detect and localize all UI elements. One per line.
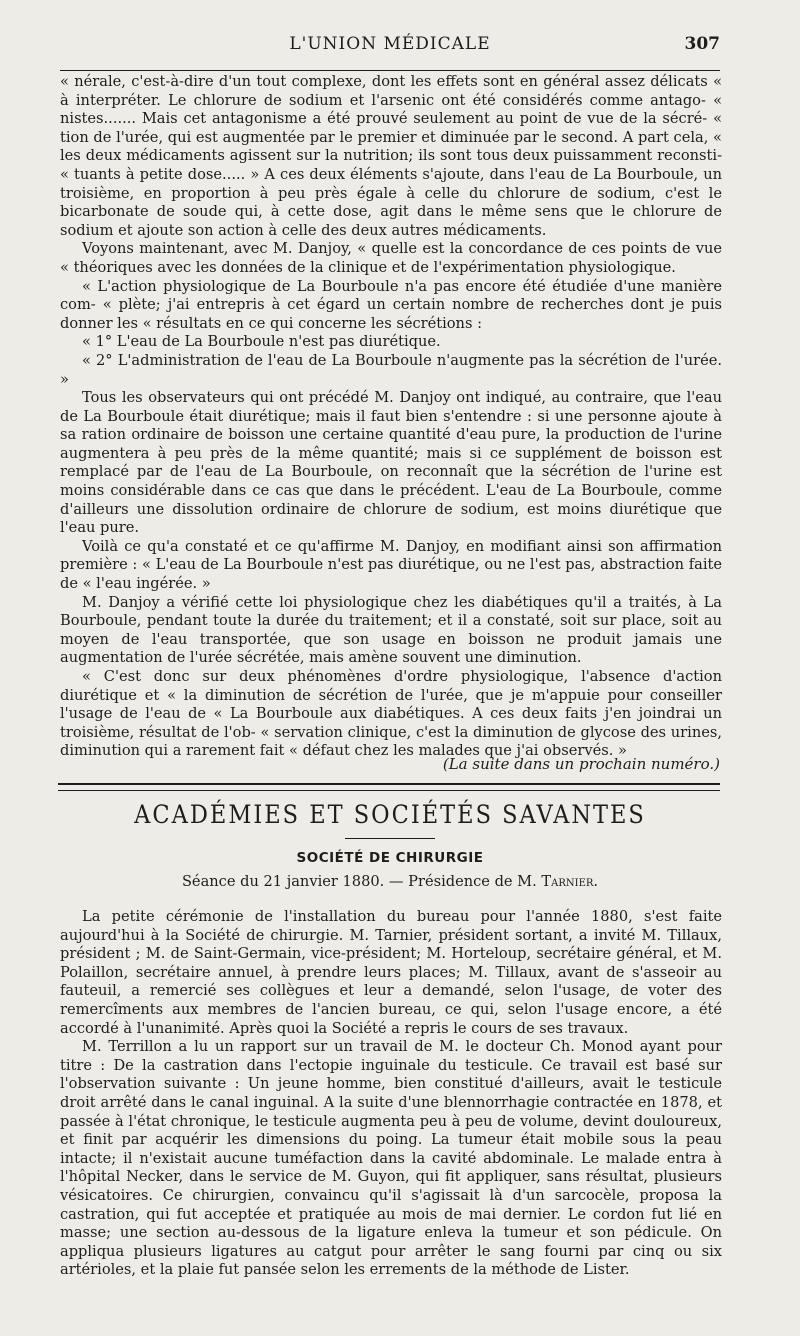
- society-name: SOCIÉTÉ DE CHIRURGIE: [296, 850, 484, 866]
- paragraph: La petite cérémonie de l'installation du bureau pour l'année 1880, s'est faite aujourd'hui à la Société de chirurgie. M. Tarnier, président sortant, a invité M. Tillaux, président ; M. de Saint-Germain, vice-président; M. Horteloup, secrétaire général, et M. Polaillon, secrétaire annuel, à prendre leurs places; M. Tillaux, avant de s'asseoir au fauteuil, a remercié ses collègues et leur a demandé, selon l'usage, de voter des remercîments aux membres de l'ancien bureau, ce qui, selon l'usage encore, a été accordé à l'unanimité. Après quoi la Société a repris le cours de ses travaux.: [60, 908, 722, 1037]
- paragraph: Tous les observateurs qui ont précédé M. Danjoy ont indiqué, au contraire, que l'eau de La Bourboule était diurétique; mais il faut bien s'entendre : si une personne ajoute à sa ration ordinaire de boisson une certaine quantité d'eau pure, la production de l'urine augmentera à peu près de la même quantité; mais si ce supplément de boisson est remplacé par de l'eau de La Bourboule, on reconnaît que la sécrétion de l'urine est moins considérable dans ce cas que dans le précédent. L'eau de La Bourboule, comme d'ailleurs une dissolution ordinaire de chlorure de sodium, est moins diurétique que l'eau pure.: [60, 389, 722, 537]
- society-report: [60, 908, 722, 1280]
- paragraph: « 2° L'administration de l'eau de La Bourboule n'augmente pas la sécrétion de l'urée. »: [60, 351, 722, 388]
- header-rule: [60, 70, 720, 71]
- section-double-rule: [58, 783, 720, 791]
- paragraph: M. Terrillon a lu un rapport sur un travail de M. le docteur Ch. Monod ayant pour titre : De la castration dans l'ectopie inguinale du testicule. Ce travail est basé sur l'observation suivante : Un jeune homme, bien constitué d'ailleurs, avait le testicule droit arrêté dans le canal inguinal. A la suite d'une blennorrhagie contractée en 1878, et passée à l'état chronique, le testicule augmenta peu à peu de volume, devint douloureux, et finit par acquérir les dimensions du poing. La tumeur était mobile sous la peau intacte; il n'existait aucune tuméfaction dans la cavité abdominale. Le malade entra à l'hôpital Necker, dans le service de M. Guyon, qui fit appliquer, sans résultat, plusieurs vésicatoires. Ce chirurgien, convaincu qu'il s'agissait là d'un sarcocèle, proposa la castration, qui fut acceptée et pratiquée au mois de mai dernier. Le cordon fut lié en masse; une section au-dessous de la ligature enleva la tumeur et son pédicule. On appliqua plusieurs ligatures au catgut pour arrêter le sang fourni par cinq ou six artérioles, et la plaie fut pansée selon les errements de la méthode de Lister.: [60, 1038, 722, 1279]
- paragraph: Voilà ce qu'a constaté et ce qu'affirme M. Danjoy, en modifiant ainsi son affirmation première : « L'eau de La Bourboule n'est pas diurétique, ou ne l'est pas, abstraction faite de « l'eau ingérée. »: [60, 537, 722, 593]
- paragraph: « L'action physiologique de La Bourboule n'a pas encore été étudiée d'une manière com- « plète; j'ai entrepris à cet égard un certain nombre de recherches dont je puis donner les « résultats en ce qui concerne les sécrétions :: [60, 277, 722, 332]
- section-title: ACADÉMIES ET SOCIÉTÉS SAVANTES: [134, 800, 646, 829]
- paragraph: « 1° L'eau de La Bourboule n'est pas diurétique.: [82, 333, 441, 351]
- paragraph: « C'est donc sur deux phénomènes d'ordre physiologique, l'absence d'action diurétique et « la diminution de sécrétion de l'urée, que je m'appuie pour conseiller l'usage de l'eau de « La Bourboule aux diabétiques. A ces deux faits j'en joindrai un troisième, résultat de l'ob- « servation clinique, c'est la diminution de glycose des urines, diminution qui a rarement fait « défaut chez les malades que j'ai observés. »: [60, 668, 722, 760]
- page-number: 307: [684, 34, 720, 54]
- session-date: Séance du 21 janvier 1880. — Présidence de M.: [181, 873, 537, 890]
- paragraph: M. Danjoy a vérifié cette loi physiologique chez les diabétiques qu'il a traités, à La Bourboule, pendant toute la durée du traitement; et il a constaté, soit sur place, soit au moyen de l'eau transportée, que son usage en boisson ne produit jamais une augmentation de l'urée sécrétée, mais amène souvent une diminution.: [60, 593, 722, 667]
- session-president: Tarnier.: [541, 873, 599, 890]
- running-title: L'UNION MÉDICALE: [289, 34, 491, 54]
- section-title-underline: [345, 838, 435, 839]
- paragraph: « nérale, c'est-à-dire d'un tout complexe, dont les effets sont en général assez délicats « à interpréter. Le chlorure de sodium et l'arsenic ont été considérés comme antago- « nistes....... Mais cet antagonisme a été prouvé seulement au point de vue de la sécré- « tion de l'urée, qui est augmentée par le premier et diminuée par le second. A part cela, « les deux médicaments agissent sur la nutrition; ils sont tous deux puissamment reconsti- « tuants à petite dose..... » A ces deux éléments s'ajoute, dans l'eau de La Bourboule, un troisième, en proportion à peu près égale à celle du chlorure de sodium, c'est le bicarbonate de soude qui, à cette dose, agit dans le même sens que le chlorure de sodium et ajoute son action à celle des deux autres médicaments.: [60, 73, 722, 239]
- page-header: [60, 34, 720, 58]
- session-line: [60, 873, 720, 890]
- article-continuation: [60, 73, 722, 761]
- paragraph: Voyons maintenant, avec M. Danjoy, « quelle est la concordance de ces points de vue « théoriques avec les données de la clinique et de l'expérimentation physiologique.: [60, 240, 722, 276]
- continued-note: (La suite dans un prochain numéro.): [442, 755, 720, 773]
